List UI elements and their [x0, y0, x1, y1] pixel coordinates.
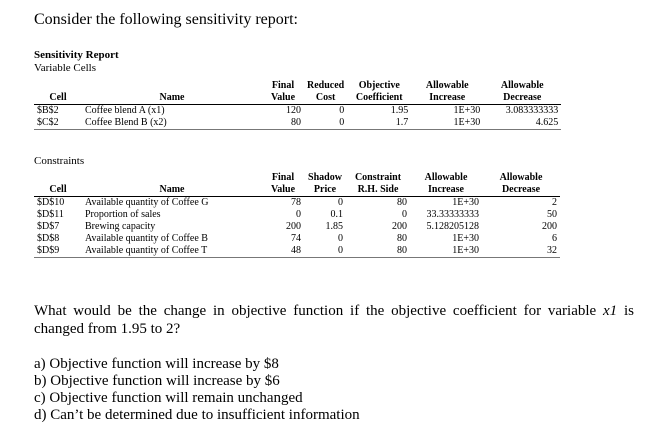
- option-b[interactable]: b) Objective function will increase by $6: [34, 373, 280, 389]
- report-title: Sensitivity Report: [34, 49, 119, 61]
- cell-ref: $D$7: [37, 221, 60, 232]
- cell-ref: $B$2: [37, 105, 59, 116]
- table-row: $C$2 Coffee Blend B (x2) 80 0 1.7 1E+30 4.625: [34, 117, 561, 130]
- table-row: $B$2 Coffee blend A (x1) 120 0 1.95 1E+30 3.083333333: [34, 105, 561, 118]
- table-header-row: Final Reduced Objective Allowable Allowable: [271, 80, 544, 91]
- constraints-title: Constraints: [34, 155, 85, 167]
- cell-name: Available quantity of Coffee T: [82, 245, 262, 258]
- cell-name: Available quantity of Coffee G: [85, 197, 209, 208]
- cell-name: Available quantity of Coffee B: [85, 233, 208, 244]
- option-a[interactable]: a) Objective function will increase by $8: [34, 356, 279, 372]
- cell-ref: $C$2: [34, 117, 82, 130]
- table-header-row: Cell Name Value Price R.H. Side Increase Decrease: [34, 184, 560, 197]
- table-row: $D$11 Proportion of sales 0 0.1 0 33.33333333 50: [34, 209, 560, 221]
- table-row: $D$9 Available quantity of Coffee T 48 0 80 1E+30 32: [34, 245, 560, 258]
- table-row: $D$10 Available quantity of Coffee G 78 0 80 1E+30 2: [34, 197, 560, 210]
- constraints-table: [34, 172, 560, 258]
- question-text: What would be the change in objective function if the objective coefficient for variable x1 is changed from 1.95 to 2?: [34, 303, 634, 337]
- variable-x1: x1: [603, 303, 618, 319]
- table-header-row: Cell Name Value Cost Coefficient Increase Decrease: [34, 92, 561, 105]
- table-row: $D$8 Available quantity of Coffee B 74 0 80 1E+30 6: [34, 233, 560, 245]
- variable-cells-table: [34, 80, 561, 130]
- cell-ref: $D$10: [37, 197, 65, 208]
- table-row: $D$7 Brewing capacity 200 1.85 200 5.128205128 200: [34, 221, 560, 233]
- cell-ref: $D$9: [34, 245, 82, 258]
- intro-text: Consider the following sensitivity report:: [34, 11, 298, 28]
- answer-options: [34, 356, 360, 424]
- cell-name: Proportion of sales: [85, 209, 161, 220]
- variable-cells-title: Variable Cells: [34, 62, 97, 74]
- cell-ref: $D$11: [37, 209, 64, 220]
- cell-name: Brewing capacity: [85, 221, 156, 232]
- cell-name: Coffee blend A (x1): [85, 105, 165, 116]
- cell-name: Coffee Blend B (x2): [82, 117, 262, 130]
- cell-ref: $D$8: [37, 233, 60, 244]
- table-header-row: Final Shadow Constraint Allowable Allowable: [271, 172, 543, 183]
- option-c[interactable]: c) Objective function will remain unchanged: [34, 390, 303, 406]
- option-d[interactable]: d) Can’t be determined due to insufficient information: [34, 407, 360, 423]
